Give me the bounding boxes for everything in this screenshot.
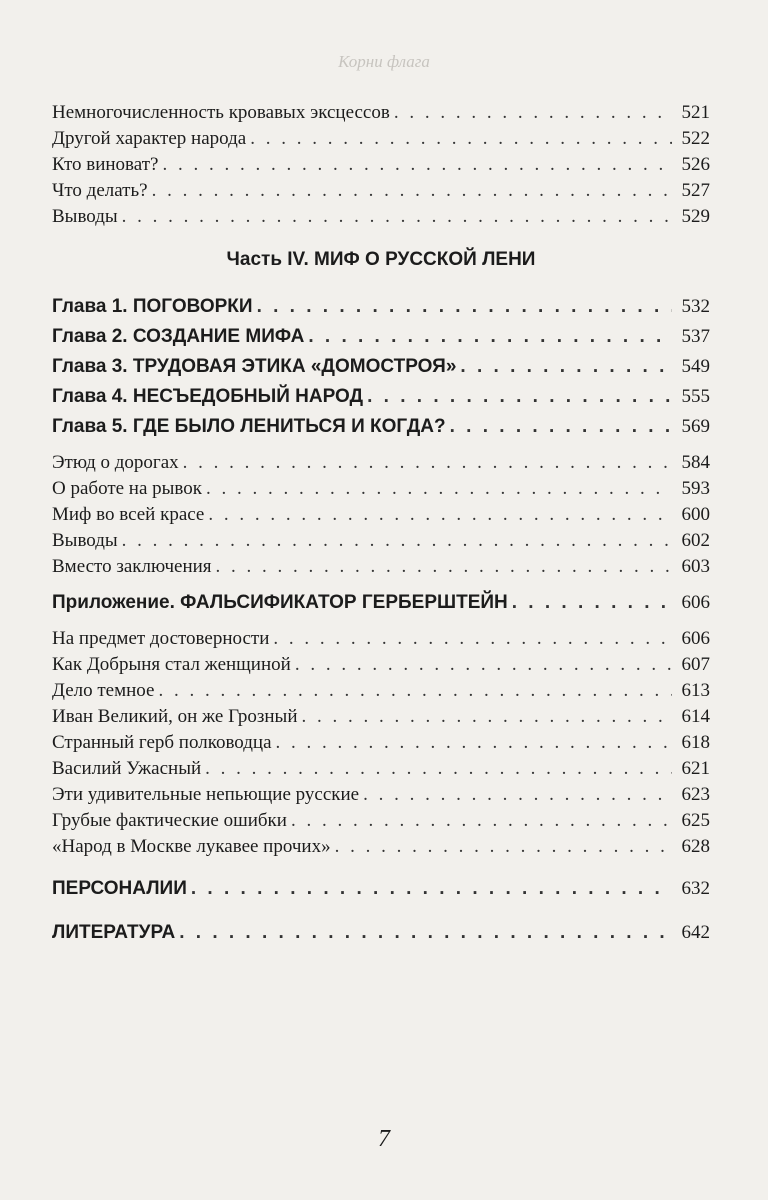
toc-leader-dots bbox=[291, 808, 672, 834]
toc-entry-page: 623 bbox=[681, 784, 710, 805]
toc-entry-title: На предмет достоверности bbox=[52, 628, 270, 649]
toc-leader-dots bbox=[450, 412, 672, 442]
toc-entry-title: Вместо заключения bbox=[52, 556, 212, 577]
toc-entry-page: 532 bbox=[681, 296, 710, 317]
toc-entry[interactable] bbox=[52, 652, 710, 678]
toc-entry[interactable] bbox=[52, 626, 710, 652]
toc-entry-title: Миф во всей красе bbox=[52, 504, 205, 525]
toc-entry-title: Глава 2. СОЗДАНИЕ МИФА bbox=[52, 326, 305, 347]
toc-entry-page: 607 bbox=[681, 654, 710, 675]
toc-leader-dots bbox=[191, 874, 672, 904]
toc-entry[interactable] bbox=[52, 528, 710, 554]
toc-entry-title: «Народ в Москве лукавее прочих» bbox=[52, 836, 331, 857]
toc-leader-dots bbox=[276, 730, 672, 756]
toc-entry-title: Этюд о дорогах bbox=[52, 452, 179, 473]
toc-entry[interactable] bbox=[52, 204, 710, 230]
toc-entry[interactable] bbox=[52, 782, 710, 808]
table-of-contents bbox=[52, 100, 710, 948]
toc-entry-title: Немногочисленность кровавых эксцессов bbox=[52, 102, 390, 123]
toc-leader-dots bbox=[363, 782, 672, 808]
toc-entry-page: 625 bbox=[681, 810, 710, 831]
toc-entry-page: 555 bbox=[681, 386, 710, 407]
toc-entry-page: 632 bbox=[681, 878, 710, 899]
toc-entry-page: 521 bbox=[681, 102, 710, 123]
toc-entry[interactable] bbox=[52, 382, 710, 412]
toc-entry-page: 606 bbox=[681, 592, 710, 613]
toc-entry[interactable] bbox=[52, 502, 710, 528]
toc-leader-dots bbox=[206, 476, 672, 502]
toc-entry-page: 614 bbox=[681, 706, 710, 727]
toc-leader-dots bbox=[295, 652, 672, 678]
toc-entry-title: Иван Великий, он же Грозный bbox=[52, 706, 298, 727]
toc-leader-dots bbox=[257, 292, 672, 322]
toc-entry-literature[interactable] bbox=[52, 918, 710, 948]
toc-entry[interactable] bbox=[52, 834, 710, 860]
toc-leader-dots bbox=[158, 678, 672, 704]
toc-leader-dots bbox=[122, 204, 672, 230]
toc-entry[interactable] bbox=[52, 322, 710, 352]
toc-leader-dots bbox=[250, 126, 672, 152]
toc-entry-title: Приложение. ФАЛЬСИФИКАТОР ГЕРБЕРШТЕЙН bbox=[52, 592, 508, 613]
toc-entry-title: ЛИТЕРАТУРА bbox=[52, 922, 176, 943]
toc-entry[interactable] bbox=[52, 450, 710, 476]
toc-entry-page: 527 bbox=[681, 180, 710, 201]
toc-entry-title: Глава 1. ПОГОВОРКИ bbox=[52, 296, 253, 317]
toc-entry-title: Выводы bbox=[52, 206, 118, 227]
toc-entry-personalia[interactable] bbox=[52, 874, 710, 904]
toc-entry-page: 628 bbox=[681, 836, 710, 857]
toc-entry-page: 603 bbox=[681, 556, 710, 577]
toc-entry[interactable] bbox=[52, 476, 710, 502]
page-number: 7 bbox=[378, 1126, 390, 1152]
toc-entry-title: Глава 4. НЕСЪЕДОБНЫЙ НАРОД bbox=[52, 386, 364, 407]
toc-leader-dots bbox=[152, 178, 672, 204]
toc-leader-dots bbox=[183, 450, 672, 476]
toc-leader-dots bbox=[335, 834, 672, 860]
toc-entry[interactable] bbox=[52, 292, 710, 322]
toc-leader-dots bbox=[122, 528, 672, 554]
running-head: Корни флага bbox=[338, 52, 430, 71]
toc-entry[interactable] bbox=[52, 100, 710, 126]
toc-entry-title: Что делать? bbox=[52, 180, 148, 201]
toc-entry[interactable] bbox=[52, 554, 710, 580]
toc-entry[interactable] bbox=[52, 756, 710, 782]
toc-entry-title: Грубые фактические ошибки bbox=[52, 810, 287, 831]
toc-chapter5-section bbox=[52, 450, 710, 580]
toc-leader-dots bbox=[216, 554, 672, 580]
toc-entry[interactable] bbox=[52, 178, 710, 204]
toc-leader-dots bbox=[302, 704, 673, 730]
toc-entry-page: 613 bbox=[681, 680, 710, 701]
toc-appendix-section bbox=[52, 626, 710, 860]
toc-entry-title: Странный герб полководца bbox=[52, 732, 272, 753]
toc-leader-dots bbox=[208, 502, 672, 528]
toc-entry[interactable] bbox=[52, 412, 710, 442]
toc-entry-title: Дело темное bbox=[52, 680, 155, 701]
toc-entry-title: Глава 5. ГДЕ БЫЛО ЛЕНИТЬСЯ И КОГДА? bbox=[52, 416, 446, 437]
toc-entry-appendix[interactable] bbox=[52, 588, 710, 618]
toc-leader-dots bbox=[460, 352, 672, 382]
toc-entry-title: Кто виноват? bbox=[52, 154, 159, 175]
toc-entry-page: 642 bbox=[681, 922, 710, 943]
toc-leader-dots bbox=[367, 382, 672, 412]
toc-entry-title: Выводы bbox=[52, 530, 118, 551]
toc-entry[interactable] bbox=[52, 704, 710, 730]
toc-leader-dots bbox=[162, 152, 672, 178]
toc-entry-page: 569 bbox=[681, 416, 710, 437]
toc-entry-title: О работе на рывок bbox=[52, 478, 202, 499]
toc-entry-page: 593 bbox=[681, 478, 710, 499]
toc-entry[interactable] bbox=[52, 808, 710, 834]
toc-chapters-section bbox=[52, 292, 710, 442]
toc-leader-dots bbox=[205, 756, 672, 782]
toc-entry-title: Эти удивительные непьющие русские bbox=[52, 784, 360, 805]
toc-entry-title: Как Добрыня стал женщиной bbox=[52, 654, 291, 675]
toc-entry-page: 522 bbox=[681, 128, 710, 149]
toc-leader-dots bbox=[394, 100, 672, 126]
toc-entry-page: 621 bbox=[681, 758, 710, 779]
toc-leader-dots bbox=[273, 626, 672, 652]
toc-entry-page: 600 bbox=[681, 504, 710, 525]
toc-entry-page: 537 bbox=[681, 326, 710, 347]
toc-entry-page: 526 bbox=[681, 154, 710, 175]
toc-leader-dots bbox=[512, 588, 672, 618]
part-heading: Часть IV. МИФ О РУССКОЙ ЛЕНИ bbox=[226, 249, 536, 270]
toc-entry[interactable] bbox=[52, 126, 710, 152]
toc-top-section bbox=[52, 100, 710, 230]
toc-entry-title: Другой характер народа bbox=[52, 128, 247, 149]
toc-entry-page: 602 bbox=[681, 530, 710, 551]
toc-entry-page: 549 bbox=[681, 356, 710, 377]
toc-entry-page: 618 bbox=[681, 732, 710, 753]
toc-leader-dots bbox=[179, 918, 672, 948]
toc-entry[interactable] bbox=[52, 678, 710, 704]
toc-entry-page: 584 bbox=[681, 452, 710, 473]
toc-entry-page: 606 bbox=[681, 628, 710, 649]
toc-entry-title: Василий Ужасный bbox=[52, 758, 202, 779]
toc-entry[interactable] bbox=[52, 730, 710, 756]
toc-entry[interactable] bbox=[52, 352, 710, 382]
toc-entry-title: ПЕРСОНАЛИИ bbox=[52, 878, 187, 899]
toc-leader-dots bbox=[308, 322, 672, 352]
toc-entry-page: 529 bbox=[681, 206, 710, 227]
toc-entry-title: Глава 3. ТРУДОВАЯ ЭТИКА «ДОМОСТРОЯ» bbox=[52, 356, 457, 377]
toc-entry[interactable] bbox=[52, 152, 710, 178]
